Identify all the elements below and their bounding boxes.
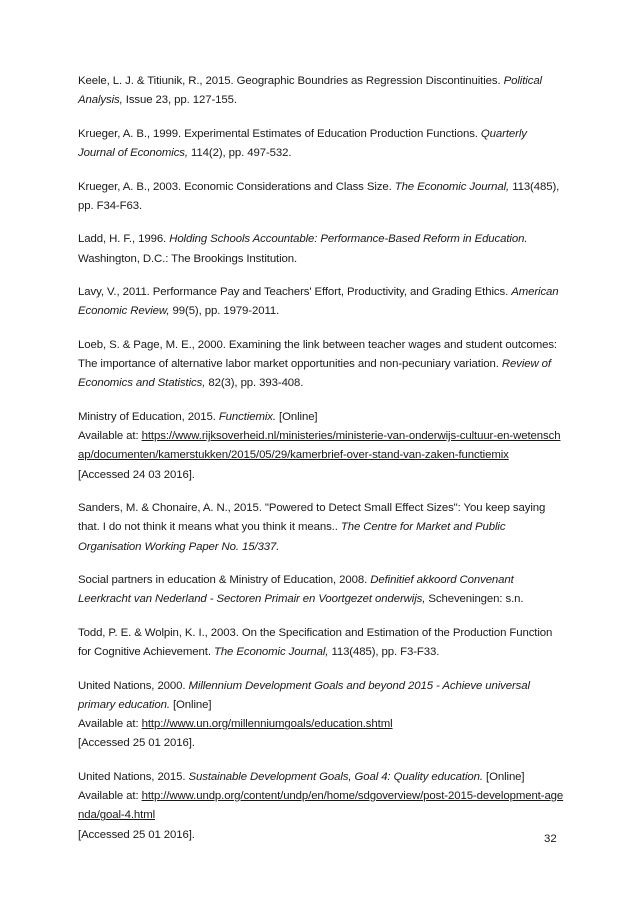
- reference-entry: [78, 230, 566, 268]
- reference-text: Issue 23, pp. 127-155.: [122, 94, 237, 107]
- reference-text: United Nations, 2000.: [78, 679, 189, 692]
- reference-entry: [78, 125, 566, 163]
- reference-text: [Online]: [482, 770, 525, 783]
- reference-text: 99(5), pp. 1979-2011.: [169, 305, 280, 318]
- reference-source-italic: Millennium Development Goals and beyond 2015 - Achieve universal primary education.: [78, 679, 530, 711]
- page-number: 32: [544, 833, 557, 845]
- reference-text: Sanders, M. & Chonaire, A. N., 2015. "Powered to Detect Small Effect Sizes": You keep saying that. I do not think it means what you think it means..: [78, 502, 546, 534]
- reference-list: [78, 72, 566, 859]
- reference-url-link[interactable]: http://www.undp.org/content/undp/en/home/sdgoverview/post-2015-development-agenda/goal-4.html: [78, 790, 564, 822]
- reference-text: 113(485), pp. F34-F63.: [78, 180, 560, 212]
- reference-text: United Nations, 2015.: [78, 770, 189, 783]
- reference-text: Keele, L. J. & Titiunik, R., 2015. Geographic Boundries as Regression Discontinuities.: [78, 75, 504, 87]
- reference-entry: [78, 178, 566, 216]
- reference-text: Lavy, V., 2011. Performance Pay and Teachers' Effort, Productivity, and Grading Ethics.: [78, 286, 512, 299]
- reference-source-italic: American Economic Review,: [78, 286, 559, 318]
- reference-text: Krueger, A. B., 2003. Economic Considerations and Class Size.: [78, 180, 395, 193]
- reference-source-italic: The Economic Journal,: [213, 646, 329, 659]
- reference-text: Available at:: [78, 430, 142, 443]
- reference-text: [Online]: [169, 698, 212, 711]
- reference-text: 113(485), pp. F3-F33.: [328, 646, 440, 659]
- reference-text: Todd, P. E. & Wolpin, K. I., 2003. On the Specification and Estimation of the Production Function for Cognitive Achievement.: [78, 626, 553, 659]
- reference-text: Washington, D.C.: The Brookings Institution.: [78, 252, 298, 265]
- reference-source-italic: The Centre for Market and Public Organisation Working Paper No. 15/337.: [78, 521, 506, 553]
- reference-entry: [78, 408, 566, 485]
- reference-source-italic: Functiemix.: [218, 410, 276, 423]
- reference-entry: [78, 571, 566, 609]
- reference-source-italic: Sustainable Development Goals, Goal 4: Quality education.: [188, 770, 483, 783]
- reference-text: 114(2), pp. 497-532.: [187, 147, 292, 159]
- reference-text: Krueger, A. B., 1999. Experimental Estimates of Education Production Functions.: [78, 127, 481, 140]
- reference-text: Scheveningen: s.n.: [425, 593, 524, 606]
- reference-entry: [78, 499, 566, 557]
- reference-source-italic: Holding Schools Accountable: Performance-Based Reform in Education.: [169, 233, 528, 246]
- reference-entry: [78, 677, 566, 754]
- reference-text: [Accessed 25 01 2016].: [78, 828, 195, 841]
- reference-text: 82(3), pp. 393-408.: [205, 377, 304, 390]
- reference-text: Available at:: [78, 790, 142, 803]
- reference-source-italic: Quarterly Journal of Economics,: [78, 127, 527, 159]
- reference-text: Ministry of Education, 2015.: [78, 410, 219, 423]
- reference-entry: [78, 336, 566, 394]
- reference-text: [Online]: [275, 410, 318, 423]
- reference-entry: [78, 72, 566, 110]
- reference-text: Loeb, S. & Page, M. E., 2000. Examining the link between teacher wages and student outcomes: The importance of alternative labor market opportunities and non-pecuniary variation.: [78, 338, 557, 371]
- reference-text: Social partners in education & Ministry of Education, 2008.: [78, 574, 371, 587]
- reference-source-italic: Review of Economics and Statistics,: [78, 358, 551, 390]
- reference-text: Ladd, H. F., 1996.: [78, 233, 170, 246]
- reference-url-link[interactable]: http://www.un.org/millenniumgoals/education.shtml: [141, 718, 393, 731]
- reference-entry: [78, 283, 566, 321]
- reference-text: Available at:: [78, 718, 142, 731]
- reference-source-italic: Political Analysis,: [78, 75, 542, 107]
- reference-url-link[interactable]: https://www.rijksoverheid.nl/ministeries/ministerie-van-onderwijs-cultuur-en-wetenschap/documenten/kamerstukken/2015/05/29/kamerbrief-over-stand-van-zaken-functiemix: [78, 430, 561, 462]
- reference-text: [Accessed 25 01 2016].: [78, 737, 195, 750]
- reference-entry: [78, 624, 566, 662]
- reference-source-italic: Definitief akkoord Convenant Leerkracht van Nederland - Sectoren Primair en Voortgezet onderwijs,: [78, 574, 514, 606]
- reference-entry: [78, 768, 566, 845]
- reference-text: [Accessed 24 03 2016].: [78, 468, 195, 481]
- reference-source-italic: The Economic Journal,: [394, 180, 510, 193]
